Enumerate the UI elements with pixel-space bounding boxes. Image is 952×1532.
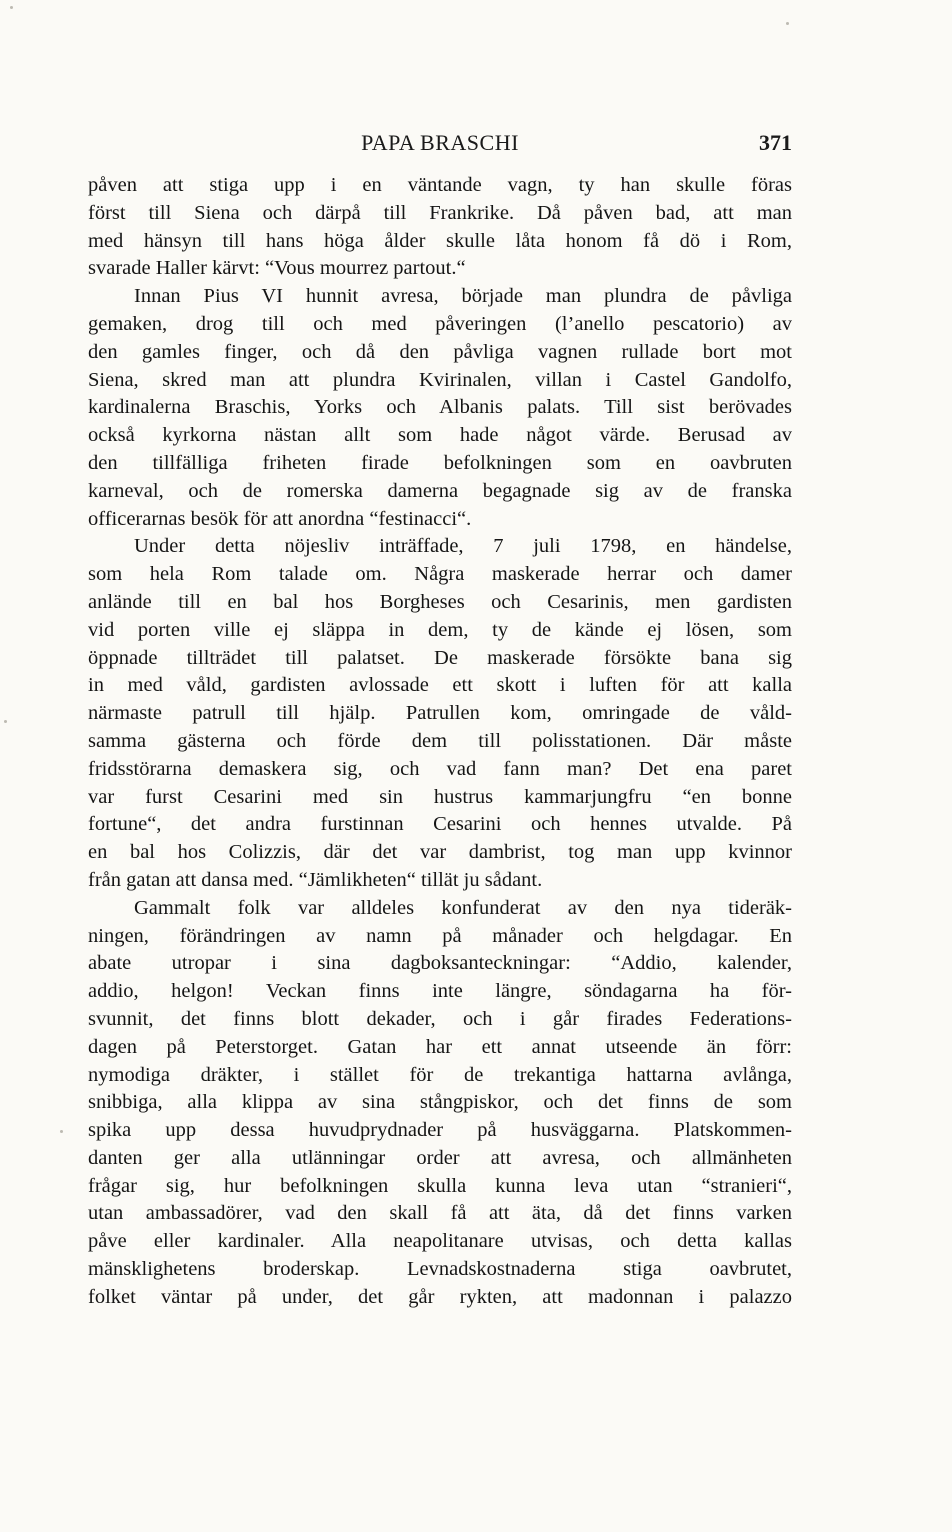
text-line: med hänsyn till hans höga ålder skulle låta honom få dö i Rom,	[88, 229, 792, 252]
text-line: också kyrkorna nästan allt som hade något värde. Berusad av	[88, 424, 792, 447]
paragraph	[88, 895, 792, 1312]
paragraph	[88, 283, 792, 533]
paragraph	[88, 533, 792, 894]
text-line: den tillfälliga friheten firade befolkningen som en oavbruten	[88, 451, 792, 474]
text-line: svunnit, det finns blott dekader, och i går firades Federations-	[88, 1007, 792, 1030]
running-title: PAPA BRASCHI	[361, 130, 519, 155]
text-line: abate utropar i sina dagboksanteckningar: “Addio, kalender,	[88, 952, 792, 975]
text-line: ningen, förändringen av namn på månader och helgdagar. En	[88, 924, 792, 947]
text-line: Gammalt folk var alldeles konfunderat av den nya tideräk-	[134, 896, 792, 919]
text-line: utan ambassadörer, vad den skall få att äta, då det finns varken	[88, 1202, 792, 1225]
paper-speck	[4, 720, 7, 723]
text-line: Innan Pius VI hunnit avresa, började man plundra de påvliga	[134, 285, 792, 308]
text-line: anlände till en bal hos Borgheses och Cesarinis, men gardisten	[88, 590, 792, 613]
text-line: kardinalerna Braschis, Yorks och Albanis palats. Till sist berövades	[88, 396, 792, 419]
text-line: den gamles finger, och då den påvliga vagnen rullade bort mot	[88, 340, 792, 363]
text-line: först till Siena och därpå till Frankrike. Då påven bad, att man	[88, 201, 792, 224]
text-line: öppnade tillträdet till palatset. De maskerade försökte bana sig	[88, 646, 792, 669]
text-line: påve eller kardinaler. Alla neapolitanare utvisas, och detta kallas	[88, 1230, 792, 1253]
text-line: svarade Haller kärvt: “Vous mourrez partout.“	[88, 257, 466, 280]
text-line: Under detta nöjesliv inträffade, 7 juli 1798, en händelse,	[134, 535, 792, 558]
paper-speck	[10, 6, 13, 9]
text-line: påven att stiga upp i en väntande vagn, ty han skulle föras	[88, 174, 792, 196]
text-line: nymodiga dräkter, i stället för de trekantiga hattarna avlånga,	[88, 1063, 792, 1086]
text-line: folket väntar på under, det går rykten, att madonnan i palazzo	[88, 1285, 792, 1308]
text-line: vid porten ville ej släppa in dem, ty de kände ej lösen, som	[88, 618, 792, 641]
text-line: samma gästerna och förde dem till polisstationen. Där måste	[88, 729, 792, 752]
page-header	[88, 130, 792, 164]
text-line: en bal hos Colizzis, där det var dambrist, tog man upp kvinnor	[88, 841, 792, 864]
paper-speck	[786, 22, 789, 25]
paragraph	[88, 172, 792, 283]
text-line: var furst Cesarini med sin hustrus kammarjungfru “en bonne	[88, 785, 792, 808]
text-line: närmaste patrull till hjälp. Patrullen kom, omringade de våld-	[88, 702, 792, 725]
text-line: Siena, skred man att plundra Kvirinalen, villan i Castel Gandolfo,	[88, 368, 792, 391]
text-line: dagen på Peterstorget. Gatan har ett annat utseende än förr:	[88, 1035, 792, 1058]
text-line: officerarnas besök för att anordna “festinacci“.	[88, 507, 472, 530]
text-line: addio, helgon! Veckan finns inte längre, söndagarna ha för-	[88, 980, 792, 1003]
text-line: fridsstörarna demaskera sig, och vad fann man? Det ena paret	[88, 757, 792, 780]
text-line: danten ger alla utlänningar order att avresa, och allmänheten	[88, 1146, 792, 1169]
text-line: som hela Rom talade om. Några maskerade herrar och damer	[88, 563, 792, 586]
text-line: snibbiga, alla klippa av sina stångpiskor, och det finns de som	[88, 1091, 792, 1114]
text-line: karneval, och de romerska damerna begagnade sig av de franska	[88, 479, 792, 502]
text-line: från gatan att dansa med. “Jämlikheten“ tillät ju sådant.	[88, 868, 543, 891]
page-number: 371	[759, 130, 792, 155]
text-line: mänsklighetens broderskap. Levnadskostnaderna stiga oavbrutet,	[88, 1258, 792, 1281]
body-text	[88, 172, 792, 1312]
text-line: frågar sig, hur befolkningen skulla kunna leva utan “stranieri“,	[88, 1174, 792, 1197]
paper-speck	[60, 1130, 63, 1133]
text-line: in med våld, gardisten avlossade ett skott i luften för att kalla	[88, 674, 792, 697]
text-line: fortune“, det andra furstinnan Cesarini och hennes utvalde. På	[88, 813, 792, 836]
text-line: spika upp dessa huvudprydnader på husväggarna. Platskommen-	[88, 1119, 792, 1142]
text-line: gemaken, drog till och med påveringen (l’anello pescatorio) av	[88, 312, 792, 335]
